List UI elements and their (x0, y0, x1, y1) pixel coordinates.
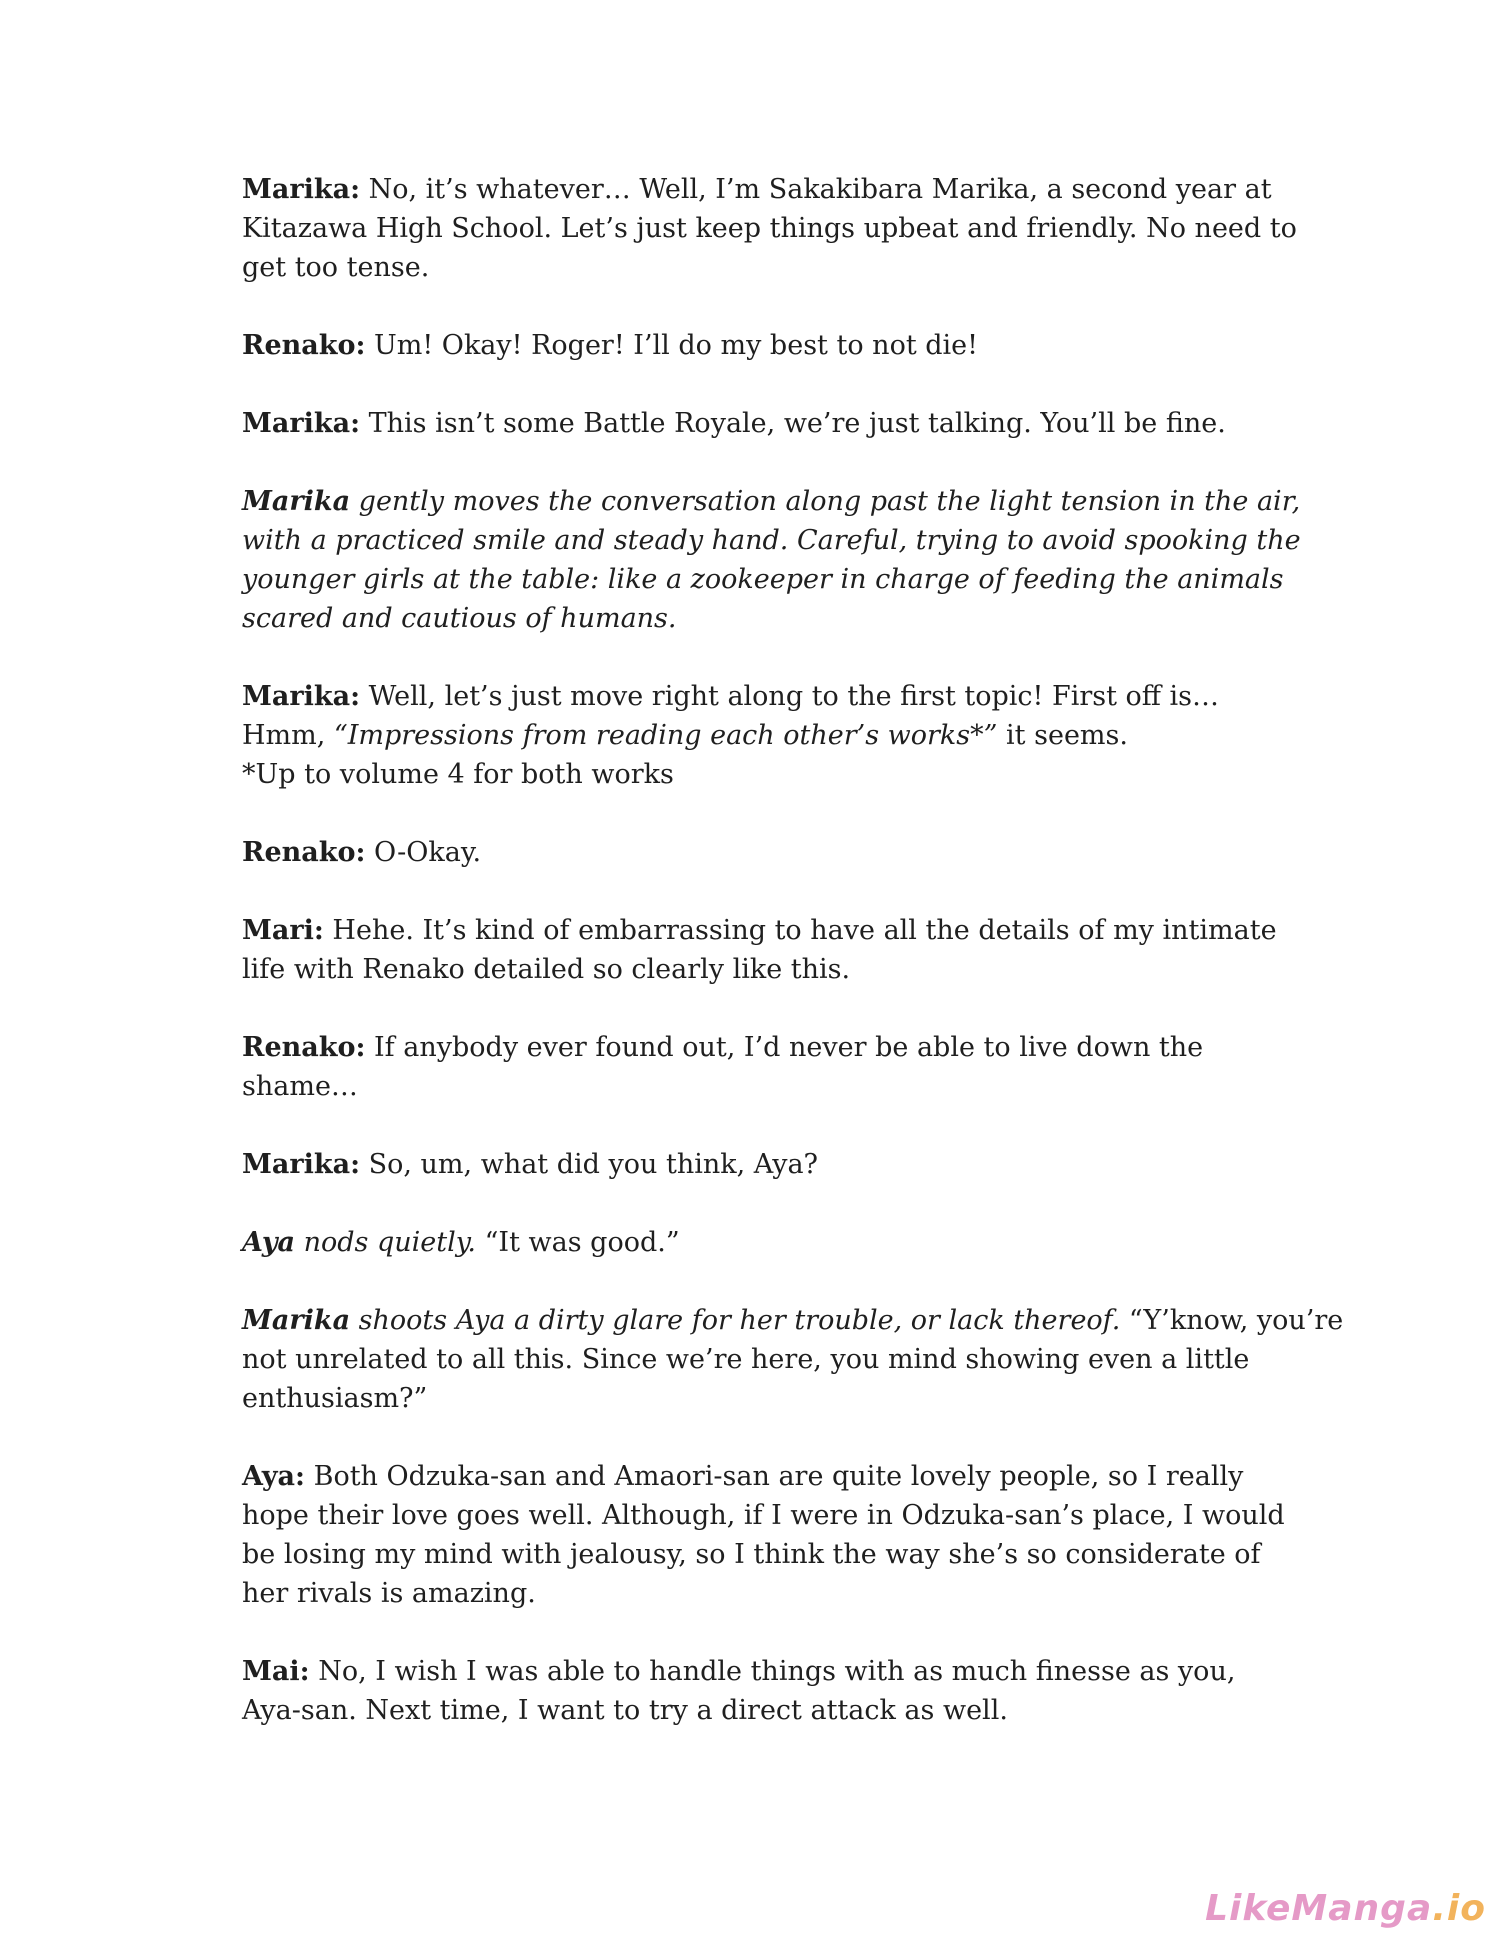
text-run: scared and cautious of humans. (242, 603, 677, 634)
text-run: Um! Okay! Roger! I’ll do my best to not die! (365, 330, 978, 361)
text-run: nods quietly. (295, 1227, 477, 1258)
text-line (242, 1067, 1272, 1106)
text-run: life with Renako detailed so clearly like this. (242, 954, 851, 985)
text-line (242, 170, 1272, 209)
narration-name: Marika (242, 1305, 351, 1336)
text-line (242, 1301, 1344, 1340)
speaker-name: Renako: (242, 1032, 366, 1063)
paragraph (242, 911, 1277, 989)
text-line (242, 716, 1272, 755)
paragraph (242, 677, 1272, 794)
paragraph (242, 833, 1272, 872)
text-line (242, 1691, 1272, 1730)
text-line (242, 833, 1272, 872)
speaker-name: Mari: (242, 915, 324, 946)
text-run: This isn’t some Battle Royale, we’re just talking. You’ll be fine. (360, 408, 1226, 439)
text-line (242, 404, 1272, 443)
text-run: shame… (242, 1071, 358, 1102)
paragraph (242, 1145, 1272, 1184)
paragraph (242, 1301, 1344, 1418)
text-run: her rivals is amazing. (242, 1578, 536, 1609)
text-line (242, 1457, 1272, 1496)
text-run: enthusiasm?” (242, 1383, 428, 1414)
text-line (242, 1535, 1272, 1574)
text-run: Hehe. It’s kind of embarrassing to have all the details of my intimate (323, 915, 1277, 946)
text-run: Well, let’s just move right along to the first topic! First off is… (360, 681, 1220, 712)
text-line (242, 521, 1301, 560)
speaker-name: Renako: (242, 330, 366, 361)
text-run: O-Okay. (365, 837, 482, 868)
watermark-text: LikeManga (1205, 1887, 1433, 1929)
text-run: Both Odzuka-san and Amaori-san are quite lovely people, so I really (305, 1461, 1244, 1492)
text-run: not unrelated to all this. Since we’re here, you mind showing even a little (242, 1344, 1250, 1375)
speaker-name: Marika: (242, 681, 361, 712)
text-run: Hmm, (242, 720, 334, 751)
speaker-name: Mai: (242, 1656, 310, 1687)
watermark-domain: .io (1432, 1887, 1486, 1929)
text-run: younger girls at the table: like a zookeeper in charge of feeding the animals (242, 564, 1284, 595)
speaker-name: Aya: (242, 1461, 306, 1492)
text-run: with a practiced smile and steady hand. Careful, trying to avoid spooking the (242, 525, 1301, 556)
text-line (242, 1574, 1272, 1613)
watermark-logo (1205, 1883, 1486, 1933)
text-line (242, 209, 1297, 248)
paragraph (242, 326, 1272, 365)
text-run: No, I wish I was able to handle things with as much finesse as you, (309, 1656, 1236, 1687)
paragraph (242, 482, 1301, 638)
text-line (242, 755, 1272, 794)
text-line (242, 950, 1272, 989)
text-run: *Up to volume 4 for both works (242, 759, 674, 790)
text-line (242, 1223, 1272, 1262)
text-run: “Y’know, you’re (1120, 1305, 1344, 1336)
text-line (242, 677, 1272, 716)
text-line (242, 1145, 1272, 1184)
text-line (242, 326, 1272, 365)
text-run: “Impressions from reading each other’s works*” (333, 720, 998, 751)
text-line (242, 248, 1272, 287)
dialogue-text (242, 170, 1344, 1769)
paragraph (242, 170, 1297, 287)
paragraph (242, 1457, 1285, 1613)
text-line (242, 1496, 1285, 1535)
paragraph (242, 1223, 1272, 1262)
text-line (242, 1379, 1272, 1418)
text-run: So, um, what did you think, Aya? (360, 1149, 819, 1180)
text-run: shoots Aya a dirty glare for her trouble, or lack thereof. (350, 1305, 1121, 1336)
speaker-name: Marika: (242, 174, 361, 205)
text-run: it seems. (997, 720, 1128, 751)
text-line (242, 1340, 1272, 1379)
text-run: If anybody ever found out, I’d never be able to live down the (365, 1032, 1204, 1063)
speaker-name: Marika: (242, 408, 361, 439)
text-run: “It was good.” (476, 1227, 680, 1258)
text-line (242, 1028, 1272, 1067)
speaker-name: Renako: (242, 837, 366, 868)
speaker-name: Marika: (242, 1149, 361, 1180)
narration-name: Aya (242, 1227, 296, 1258)
text-run: Aya-san. Next time, I want to try a direct attack as well. (242, 1695, 1008, 1726)
text-line (242, 1652, 1272, 1691)
text-line (242, 599, 1272, 638)
text-run: hope their love goes well. Although, if I were in Odzuka-san’s place, I would (242, 1500, 1285, 1531)
text-line (242, 560, 1284, 599)
text-run: Kitazawa High School. Let’s just keep things upbeat and friendly. No need to (242, 213, 1297, 244)
paragraph (242, 1028, 1272, 1106)
text-line (242, 482, 1301, 521)
text-run: be losing my mind with jealousy, so I think the way she’s so considerate of (242, 1539, 1261, 1570)
narration-name: Marika (242, 486, 351, 517)
text-run: get too tense. (242, 252, 430, 283)
paragraph (242, 1652, 1272, 1730)
text-run: gently moves the conversation along past the light tension in the air, (350, 486, 1301, 517)
text-line (242, 911, 1277, 950)
paragraph (242, 404, 1272, 443)
text-run: No, it’s whatever… Well, I’m Sakakibara Marika, a second year at (360, 174, 1272, 205)
